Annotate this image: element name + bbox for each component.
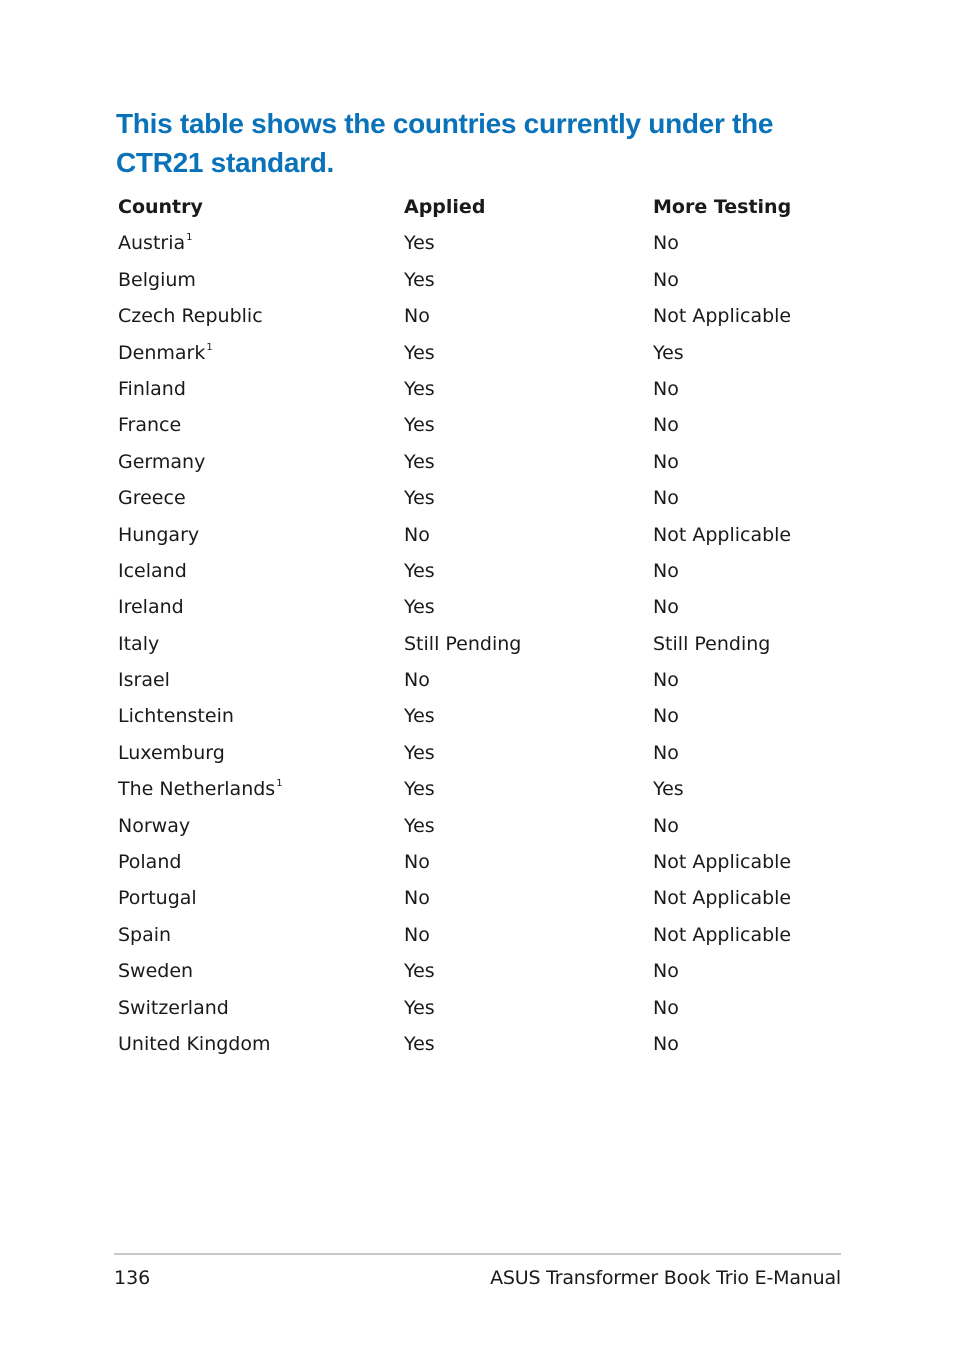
table-row bbox=[118, 554, 838, 590]
applied-cell: Yes bbox=[404, 814, 435, 837]
more-testing-cell: No bbox=[653, 559, 679, 582]
more-testing-cell: No bbox=[653, 996, 679, 1019]
country-cell bbox=[118, 954, 193, 988]
footnote-marker: 1 bbox=[186, 232, 193, 244]
country-name: Luxemburg bbox=[118, 741, 225, 764]
applied-cell: Yes bbox=[404, 996, 435, 1019]
more-testing-cell: No bbox=[653, 1032, 679, 1055]
country-cell bbox=[118, 991, 229, 1025]
country-cell bbox=[118, 881, 197, 915]
column-header-more-testing: More Testing bbox=[653, 196, 792, 218]
country-cell bbox=[118, 590, 184, 624]
table-row bbox=[118, 518, 838, 554]
applied-cell: Still Pending bbox=[404, 632, 522, 655]
applied-cell: Yes bbox=[404, 377, 435, 400]
more-testing-cell: Not Applicable bbox=[653, 887, 792, 910]
country-name: Poland bbox=[118, 851, 182, 874]
table-row bbox=[118, 299, 838, 335]
more-testing-cell: No bbox=[653, 814, 679, 837]
table-row bbox=[118, 736, 838, 772]
country-cell bbox=[118, 845, 181, 879]
column-header-applied: Applied bbox=[404, 196, 486, 218]
more-testing-cell: No bbox=[653, 268, 679, 291]
country-name: Ireland bbox=[118, 596, 184, 619]
country-name: Greece bbox=[118, 487, 186, 510]
table-row bbox=[118, 918, 838, 954]
country-name: Italy bbox=[118, 632, 160, 655]
country-name: Spain bbox=[118, 923, 172, 946]
applied-cell: Yes bbox=[404, 414, 435, 437]
country-cell bbox=[118, 627, 159, 661]
table-row bbox=[118, 881, 838, 917]
country-name: Lichtenstein bbox=[118, 705, 234, 728]
column-header-country: Country bbox=[118, 196, 203, 218]
country-cell bbox=[118, 554, 187, 588]
more-testing-cell: Not Applicable bbox=[653, 523, 792, 546]
country-name: Sweden bbox=[118, 960, 194, 983]
manual-title: ASUS Transformer Book Trio E-Manual bbox=[490, 1267, 841, 1289]
applied-cell: Yes bbox=[404, 341, 435, 364]
applied-cell: Yes bbox=[404, 960, 435, 983]
country-name: Portugal bbox=[118, 887, 197, 910]
applied-cell: No bbox=[404, 305, 430, 328]
more-testing-cell: Not Applicable bbox=[653, 923, 792, 946]
applied-cell: Yes bbox=[404, 559, 435, 582]
table-row bbox=[118, 809, 838, 845]
more-testing-cell: No bbox=[653, 596, 679, 619]
applied-cell: Yes bbox=[404, 1032, 435, 1055]
applied-cell: Yes bbox=[404, 232, 435, 255]
more-testing-cell: Still Pending bbox=[653, 632, 771, 655]
country-name: Czech Republic bbox=[118, 305, 263, 328]
country-cell bbox=[118, 226, 193, 260]
more-testing-cell: Not Applicable bbox=[653, 851, 792, 874]
more-testing-cell: No bbox=[653, 450, 679, 473]
footnote-marker: 1 bbox=[206, 341, 213, 353]
country-name: Finland bbox=[118, 377, 186, 400]
country-cell bbox=[118, 1027, 271, 1061]
country-cell bbox=[118, 663, 170, 697]
country-cell bbox=[118, 445, 205, 479]
table-header-row bbox=[118, 190, 838, 226]
table-row bbox=[118, 663, 838, 699]
page-number: 136 bbox=[114, 1267, 151, 1289]
applied-cell: Yes bbox=[404, 705, 435, 728]
country-name: Hungary bbox=[118, 523, 200, 546]
applied-cell: No bbox=[404, 923, 430, 946]
table-row bbox=[118, 1027, 838, 1063]
country-name: Switzerland bbox=[118, 996, 229, 1019]
country-cell bbox=[118, 918, 171, 952]
more-testing-cell: Yes bbox=[653, 778, 684, 801]
table-row bbox=[118, 699, 838, 735]
table-row bbox=[118, 408, 838, 444]
more-testing-cell: No bbox=[653, 414, 679, 437]
country-cell bbox=[118, 372, 186, 406]
country-name: Denmark bbox=[118, 341, 206, 364]
table-row bbox=[118, 263, 838, 299]
country-name: Germany bbox=[118, 450, 206, 473]
applied-cell: No bbox=[404, 851, 430, 874]
footer-divider bbox=[114, 1253, 841, 1255]
more-testing-cell: No bbox=[653, 232, 679, 255]
table-row bbox=[118, 590, 838, 626]
more-testing-cell: No bbox=[653, 741, 679, 764]
applied-cell: Yes bbox=[404, 741, 435, 764]
applied-cell: Yes bbox=[404, 596, 435, 619]
page-heading: This table shows the countries currently under the CTR21 standard. bbox=[116, 108, 774, 178]
table-row bbox=[118, 226, 838, 262]
country-name: Austria bbox=[118, 232, 186, 255]
more-testing-cell: No bbox=[653, 960, 679, 983]
table-row bbox=[118, 336, 838, 372]
more-testing-cell: No bbox=[653, 377, 679, 400]
country-name: Belgium bbox=[118, 268, 196, 291]
country-name: The Netherlands bbox=[118, 778, 276, 801]
footnote-marker: 1 bbox=[276, 778, 283, 790]
more-testing-cell: No bbox=[653, 705, 679, 728]
applied-cell: No bbox=[404, 887, 430, 910]
country-name: France bbox=[118, 414, 182, 437]
more-testing-cell: No bbox=[653, 669, 679, 692]
country-cell bbox=[118, 336, 213, 370]
ctr21-country-table bbox=[118, 190, 838, 1063]
table-row bbox=[118, 772, 838, 808]
table-body bbox=[118, 226, 838, 1063]
country-name: United Kingdom bbox=[118, 1032, 271, 1055]
applied-cell: Yes bbox=[404, 778, 435, 801]
applied-cell: Yes bbox=[404, 487, 435, 510]
country-cell bbox=[118, 518, 199, 552]
country-cell bbox=[118, 263, 196, 297]
country-cell bbox=[118, 408, 181, 442]
country-cell bbox=[118, 809, 190, 843]
country-cell bbox=[118, 772, 283, 806]
more-testing-cell: Yes bbox=[653, 341, 684, 364]
country-cell bbox=[118, 299, 263, 333]
applied-cell: No bbox=[404, 523, 430, 546]
applied-cell: Yes bbox=[404, 268, 435, 291]
country-cell bbox=[118, 736, 225, 770]
applied-cell: No bbox=[404, 669, 430, 692]
more-testing-cell: Not Applicable bbox=[653, 305, 792, 328]
country-name: Iceland bbox=[118, 559, 187, 582]
country-cell bbox=[118, 481, 186, 515]
table-row bbox=[118, 372, 838, 408]
country-name: Israel bbox=[118, 669, 170, 692]
applied-cell: Yes bbox=[404, 450, 435, 473]
country-cell bbox=[118, 699, 234, 733]
table-row bbox=[118, 991, 838, 1027]
country-name: Norway bbox=[118, 814, 191, 837]
table-row bbox=[118, 954, 838, 990]
table-row bbox=[118, 845, 838, 881]
table-row bbox=[118, 627, 838, 663]
table-row bbox=[118, 481, 838, 517]
more-testing-cell: No bbox=[653, 487, 679, 510]
table-row bbox=[118, 445, 838, 481]
